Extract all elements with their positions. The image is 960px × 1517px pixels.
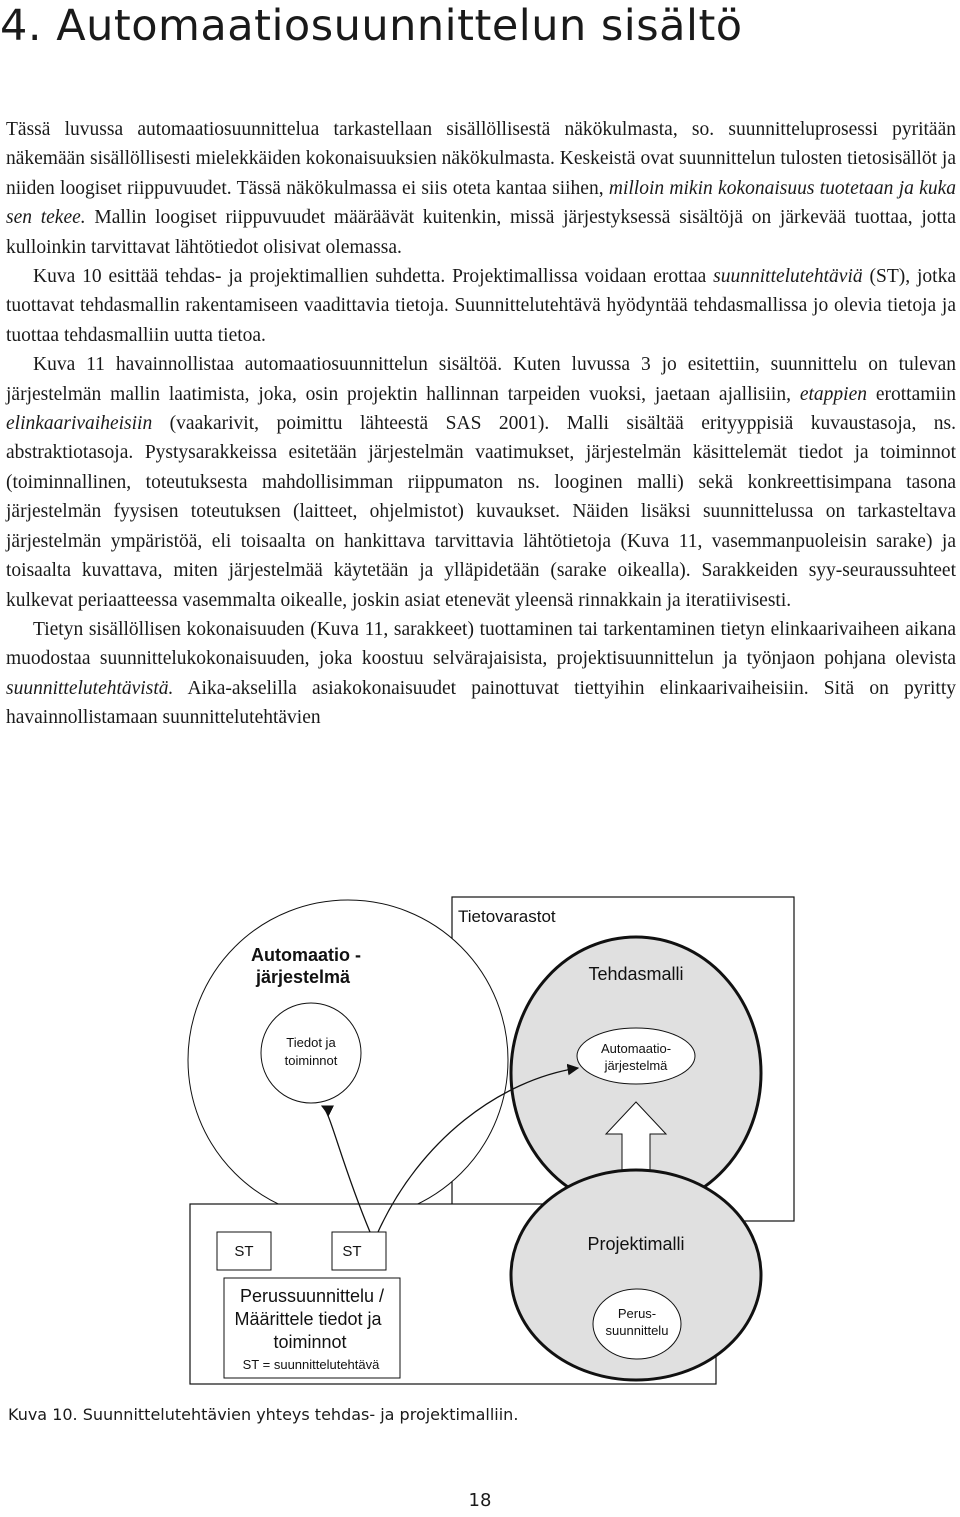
text-run: (vaakarivit, poimittu lähteestä SAS 2001). Malli sisältää erityyppisiä kuvaustasoja, ns. abstraktiotasoja. Pystysarakkeissa esitetään järjestelmän vaatimukset, järjestelmän käsittelemät tiedot ja toiminnot (toiminnallinen, toteutuksesta mahdollisimman riippumaton ns. looginen malli) sekä konkreettisimpana tasona järjestelmän fyysisen toteutuksen (laitteet, ohjelmistot) kuvaukset. Näiden lisäksi suunnittelussa on tarkasteltava järjestelmän ympäristöä, eli toisaalta on hankittava tarvittavia lähtötietoja (Kuva 11, vasemmanpuoleisin sarake) ja toisaalta kuvattava, miten järjestelmää käytetään ja ylläpidetään (sarake oikealla). Sarakkeiden syy-seuraussuhteet kulkevat periaatteessa vasemmalta oikealle, joskin asiat etenevät yleensä rinnakkain ja iteratiivisesti. [6, 413, 956, 611]
paragraph [6, 615, 956, 733]
perus-small-line1: Perus- [617, 1306, 657, 1321]
perus-line1: Perussuunnittelu / [239, 1286, 385, 1306]
italic-run: suunnittelutehtävistä. [6, 677, 174, 699]
text-run: Aika-akselilla asiakokonaisuudet painottuvat tiettyihin elinkaarivaiheisiin. Sitä on pyritty havainnollistamaan suunnittelutehtävien [6, 677, 956, 729]
page-number: 18 [468, 1490, 492, 1511]
text-run: Tietyn sisällöllisen kokonaisuuden (Kuva 11, sarakkeet) tuottaminen tai tarkentaminen tietyn elinkaarivaiheen aikana muodostaa suunnittelukokonaisuuden, joka koostuu selvärajaisista, projektisuunnittelun ja työnjaon pohjana olevista [6, 618, 956, 670]
text-run: Kuva 11 havainnollistaa automaatiosuunnittelun sisältöä. Kuten luvussa 3 jo esitettiin, suunnittelu on tulevan järjestelmän mallin laatimista, joka, osin projektin hallinnan tarpeiden vuoksi, jaetaan ajallisiin, [6, 354, 956, 405]
automaatio-label-line1: Automaatio - [251, 945, 361, 965]
perus-small-line2: suunnittelu [605, 1323, 669, 1338]
paragraph [6, 350, 956, 615]
text-run: Mallin loogiset riippuvuudet määräävät kuitenkin, missä järjestyksessä sisältöjä on järkevää tuottaa, jotta kulloinkin tarvittavat lähtötiedot olisivat olemassa. [6, 207, 956, 258]
st-right-label: ST [342, 1243, 362, 1260]
st-left-label: ST [234, 1243, 254, 1260]
tehdasmalli-label: Tehdasmalli [588, 964, 684, 984]
text-run: Tässä luvussa automaatiosuunnittelua tarkastellaan sisällöllisestä näkökulmasta, so. suunnitteluprosessi pyritään näkemään sisällöllisesti mielekkäiden kokonaisuuksien näkökulmasta. Keskeistä ovat suunnittelun tulosten tietosisällöt ja niiden loogiset riippuvuudet. Tässä näkökulmassa ei siis oteta kantaa siihen, [6, 119, 956, 199]
perus-line2: Määrittele tiedot ja [234, 1309, 382, 1329]
inner-automaatio-ellipse [577, 1028, 695, 1084]
page-heading: 4. Automaatiosuunnittelun sisältö [0, 1, 743, 51]
text-run: Kuva 10 esittää tehdas- ja projektimallien suhdetta. Projektimallissa voidaan erottaa [33, 266, 714, 288]
paragraph [6, 262, 956, 350]
tietovarastot-label: Tietovarastot [458, 907, 556, 926]
tiedot-label-line1: Tiedot ja [286, 1035, 336, 1050]
projektimalli-label: Projektimalli [587, 1234, 685, 1254]
text-run: erottamiin [866, 383, 956, 405]
body-text [6, 115, 956, 733]
text-run: (ST), jotka tuottavat tehdasmallin rakentamiseen vaadittavia tietoja. Suunnittelutehtävä hyödyntää tehdasmallissa jo olevia tietoja ja tuottaa tehdasmalliin uutta tietoa. [6, 266, 956, 346]
italic-run: etappien [799, 383, 867, 405]
figure-caption: Kuva 10. Suunnittelutehtävien yhteys tehdas- ja projektimalliin. [8, 1405, 519, 1424]
diagram-svg [0, 840, 960, 1400]
italic-run: elinkaarivaiheisiin [6, 413, 153, 435]
automaatio-label-line2: järjestelmä [255, 967, 351, 987]
inner-automaatio-line1: Automaatio- [600, 1041, 672, 1056]
italic-run: milloin mikin kokonaisuus tuotetaan ja kuka sen tekee. [6, 177, 956, 229]
st-legend: ST = suunnittelutehtävä [242, 1357, 380, 1372]
inner-automaatio-line2: järjestelmä [604, 1058, 668, 1073]
italic-run: suunnittelutehtäviä [713, 266, 863, 288]
figure-diagram [0, 840, 960, 1400]
paragraph [6, 115, 956, 262]
tiedot-label-line2: toiminnot [284, 1053, 338, 1068]
perus-line3: toiminnot [273, 1332, 347, 1352]
